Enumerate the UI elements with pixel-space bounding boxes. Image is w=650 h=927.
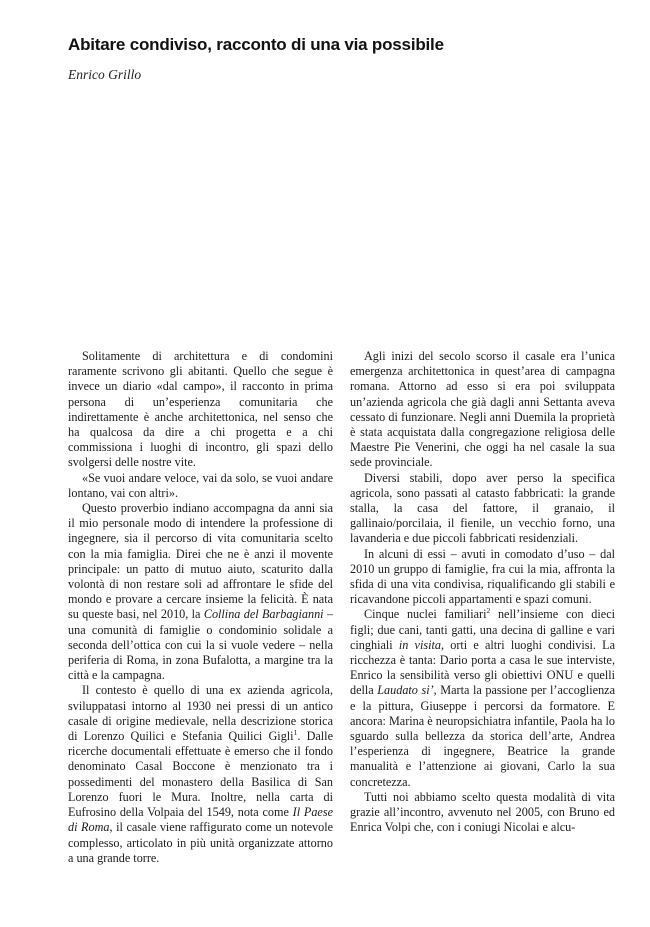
- emphasis: Collina del Barbagianni: [203, 607, 324, 622]
- footnote-ref: 2: [486, 606, 491, 616]
- paragraph: Questo proverbio indiano accompagna da anni sia il mio personale modo di intendere la professione di ingegnere, sia il percorso di vita comunitaria scelto con la mia famiglia. Direi che ne è anzi il movente principale: un patto di mutuo aiuto, scaturito dalla volontà di non restare soli ad affrontare le sfide del mondo e provare a cercare insieme la felicità. È nata su queste basi, nel 2010, la Collina del Barbagianni – una comunità di famiglie o condominio solidale a seconda dell’ottica con cui la si vuole vedere – nella periferia di Roma, in zona Bufalotta, a margine tra la città e la campagna.: [68, 501, 334, 683]
- author-name: Enrico Grillo: [68, 67, 142, 82]
- emphasis: Laudato si’: [377, 683, 434, 698]
- paragraph: Il contesto è quello di una ex azienda agricola, sviluppatasi intorno al 1930 nei pressi di un antico casale di origine medievale, nella descrizione storica di Lorenzo Quilici e Stefania Quilici Gigli$^1$. Dalle ricerche documentali effettuate è emerso che il fondo denominato Casal Boccone è menzionato tra i possedimenti del monastero della Basilica di San Lorenzo fuori le Mura. Inoltre, nella carta di Eufrosino della Volpaia del 1549, nota come Il Paese di Roma, il casale viene raffigurato come un notevole complesso, articolato in più unità organizzate attorno a una grande torre.: [68, 683, 333, 865]
- emphasis: in visita: [398, 637, 441, 652]
- paragraph: Tutti noi abbiamo scelto questa modalità di vita grazie all’incontro, avvenuto nel 2005, con Bruno ed Enrica Volpi che, con i coniugi Nicolai e alcu-: [350, 789, 615, 835]
- paragraph-quote: «Se vuoi andare veloce, vai da solo, se vuoi andare lontano, vai con altri».: [68, 470, 333, 500]
- article-title: Abitare condiviso, racconto di una via possibile: [68, 35, 444, 54]
- paragraph: Diversi stabili, dopo aver perso la specifica agricola, sono passati al catasto fabbricati: la grande stalla, la casa del fattore, il granaio, il gallinaio/porcilaia, il fienile, un vecchio forno, una lavanderia e due piccoli fabbricati residenziali.: [350, 470, 615, 546]
- paragraph: In alcuni di essi – avuti in comodato d’uso – dal 2010 un gruppo di famiglie, fra cui la mia, affronta la sfida di una vita condivisa, riqualificando gli stabili e ricavandone piccoli appartamenti e spazi comuni.: [350, 546, 615, 607]
- paragraph: Solitamente di architettura e di condomini raramente scrivono gli abitanti. Quello che segue è invece un diario «dal campo», il racconto in prima persona di un’esperienza comunitaria che indirettamente è anche architettonica, nel senso che ha qualcosa da dire a chi progetta e a chi commissiona i luoghi di incontro, gli spazi dello svolgersi delle nostre vite.: [68, 349, 333, 470]
- emphasis: Il Paese di Roma: [68, 805, 333, 835]
- paragraph: Agli inizi del secolo scorso il casale era l’unica emergenza architettonica in quest’area di campagna romana. Attorno ad esso si era poi sviluppata un’azienda agricola che già dagli anni Settanta aveva cessato di funzionare. Negli anni Duemila la proprietà è stata acquistata dalla congregazione religiosa delle Maestre Pie Venerini, che oggi ha nel casale la sua sede provinciale.: [350, 349, 615, 470]
- right-column: [350, 349, 615, 836]
- left-column: [68, 349, 333, 866]
- footnote-ref: 1: [293, 728, 298, 738]
- paragraph: Cinque nuclei familiari$^2$ nell’insieme con dieci figli; due cani, tanti gatti, una decina di galline e vari cinghiali in visita, orti e altri luoghi condivisi. La ricchezza è tanta: Dario porta a casa le sue interviste, Enrico la sensibilità verso gli obiettivi ONU e quelli della Laudato si’, Marta la passione per l’accoglienza e la pittura, Giuseppe i percorsi da formatore. E ancora: Marina è neuropsichiatra infantile, Paola ha lo sguardo sulla bellezza da storica dell’arte, Andrea l’esperienza di ingegnere, Beatrice la grande manualità e l’attenzione ai giovani, Carlo la sua concretezza.: [350, 606, 615, 789]
